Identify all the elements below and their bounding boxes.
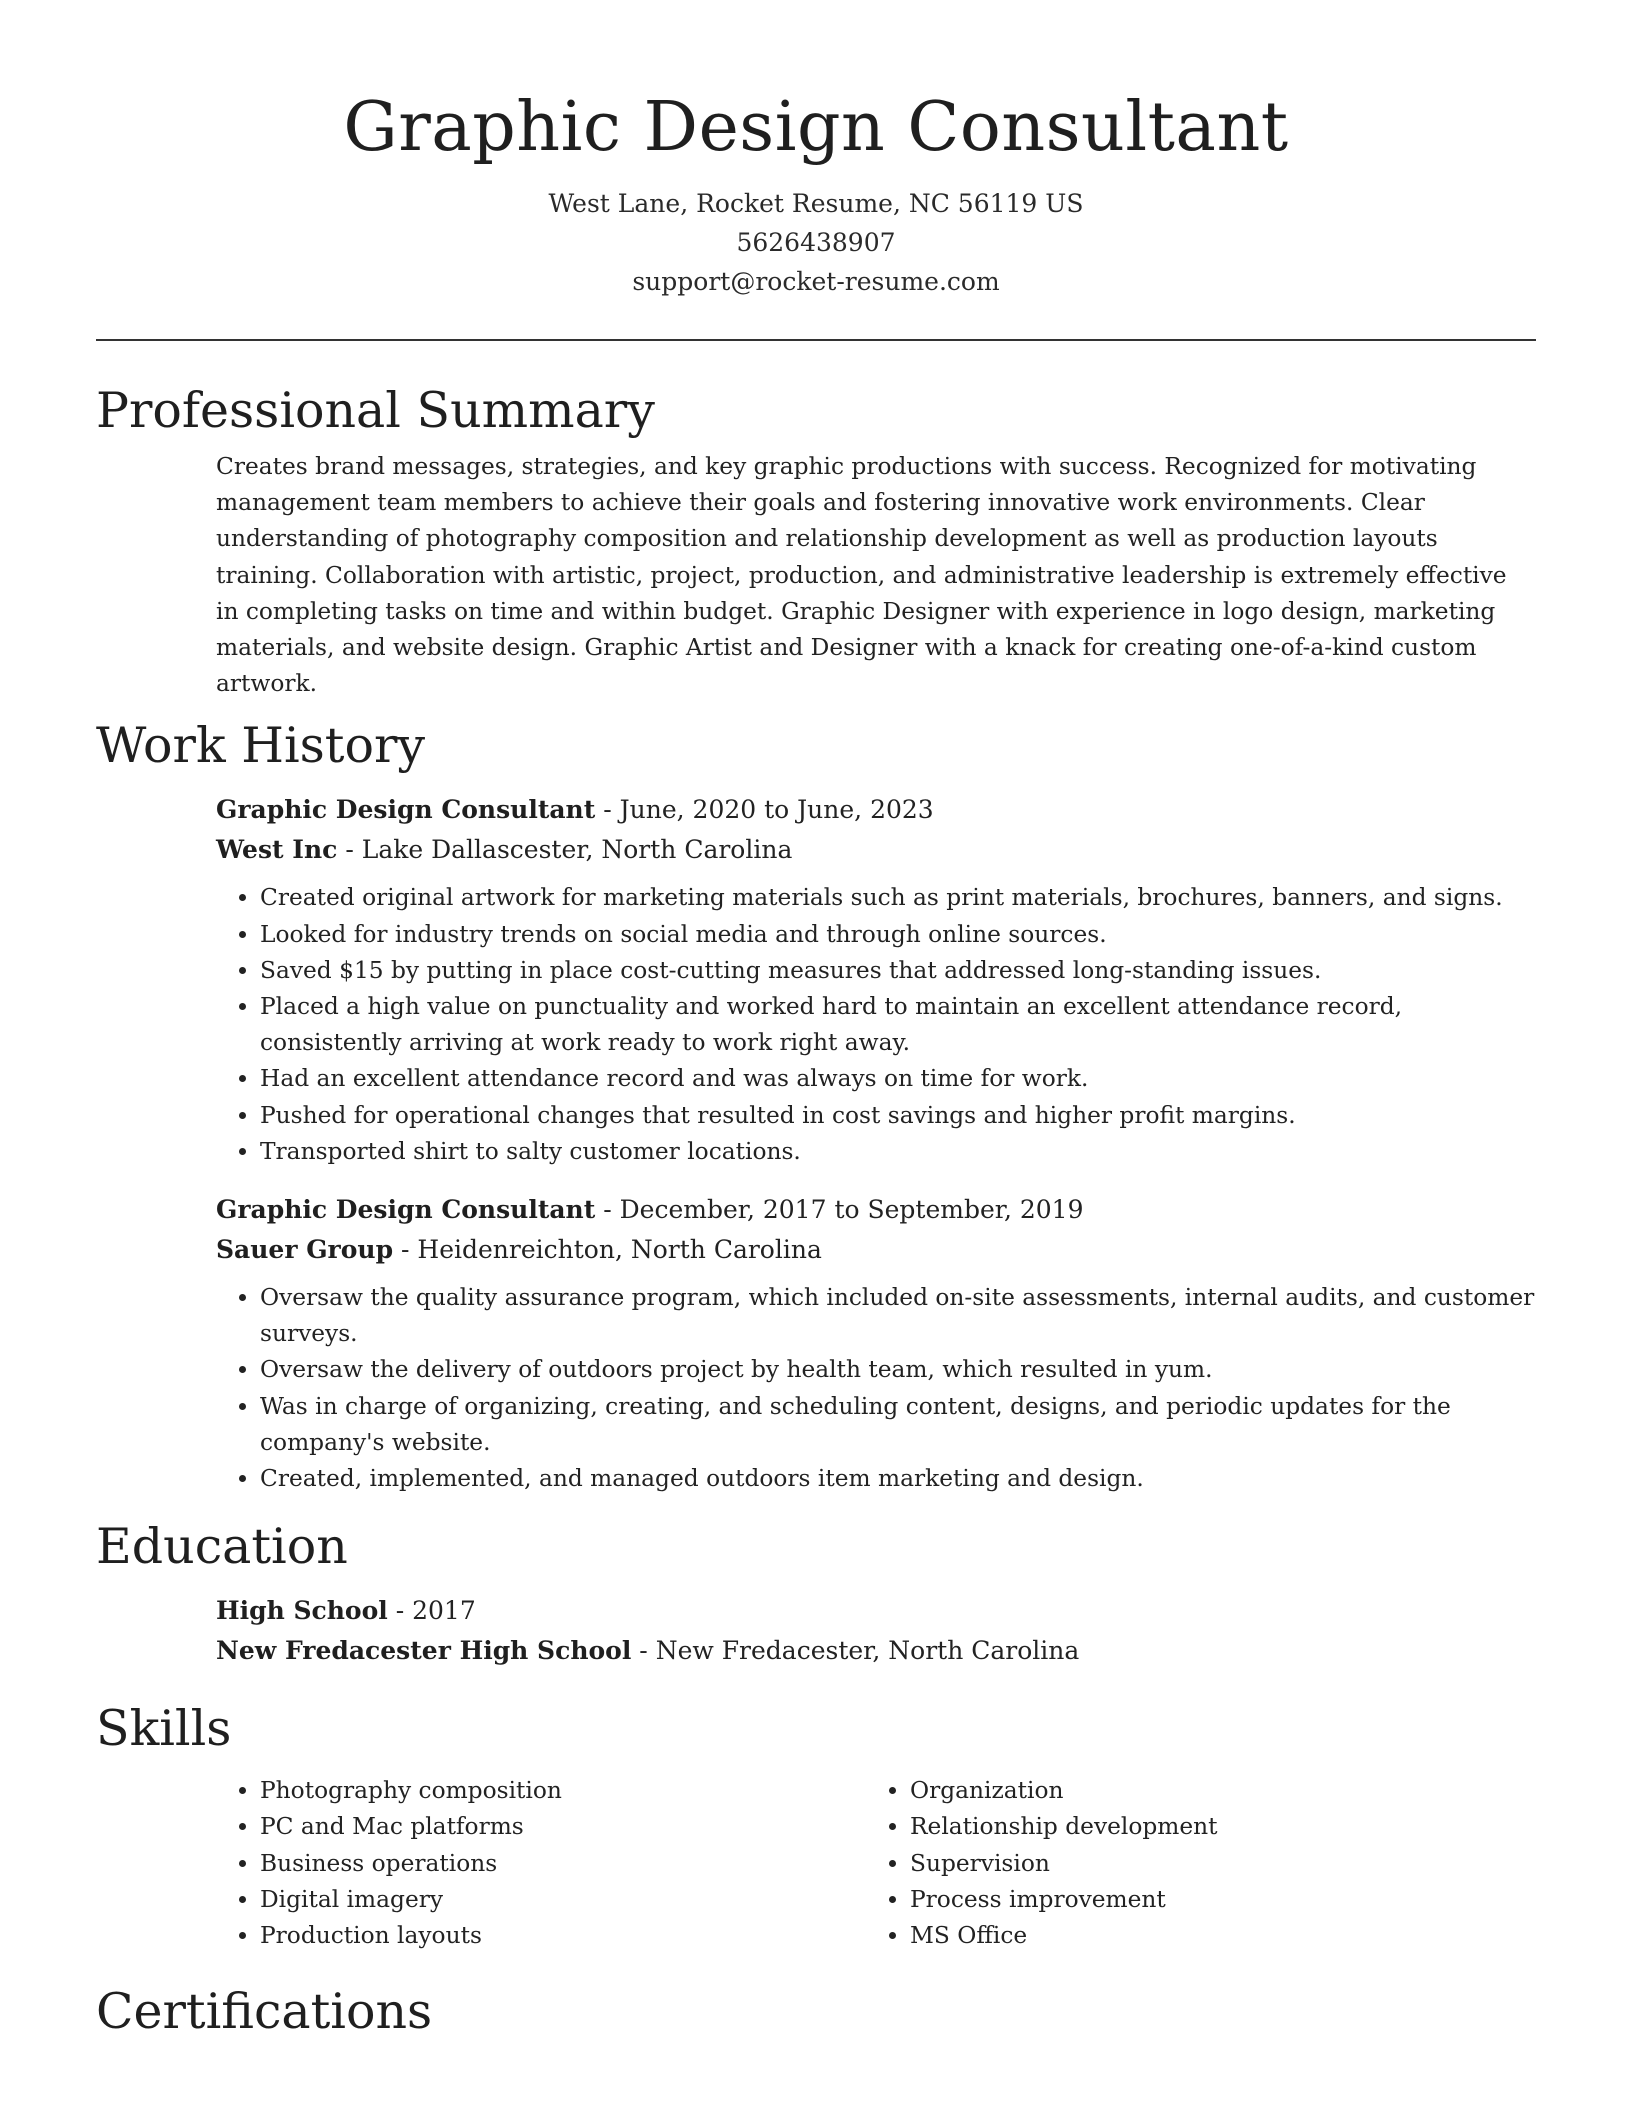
education-year: - 2017	[387, 1596, 476, 1626]
list-item: • Saved $15 by putting in place cost-cutting measures that addressed long-standing issues.	[260, 953, 1536, 989]
job-entry	[216, 790, 1536, 1170]
list-item: • Placed a high value on punctuality and worked hard to maintain an excellent attendance record, consistently arriving at work ready to work right away.	[260, 989, 1536, 1061]
list-item: • Relationship development	[910, 1809, 1516, 1845]
job-dates: - June, 2020 to June, 2023	[595, 795, 934, 825]
job-company-line	[216, 830, 1536, 870]
education-entry	[216, 1591, 1536, 1671]
list-item: • Production layouts	[260, 1918, 866, 1954]
list-item: • Looked for industry trends on social media and through online sources.	[260, 917, 1536, 953]
section-title-certifications: Certifications	[96, 1983, 433, 2041]
header-divider	[96, 339, 1536, 341]
list-item: • Oversaw the quality assurance program, which included on-site assessments, internal audits, and customer surveys.	[260, 1280, 1536, 1352]
education-degree-line	[216, 1591, 1536, 1631]
list-item: • Pushed for operational changes that resulted in cost savings and higher profit margins.	[260, 1098, 1536, 1134]
list-item: • Business operations	[260, 1846, 866, 1882]
job-entry	[216, 1190, 1536, 1497]
job-dates: - December, 2017 to September, 2019	[595, 1195, 1084, 1225]
summary-text: Creates brand messages, strategies, and key graphic productions with success. Recognized for motivating management team members to achieve their goals and fostering innovative work environments. Clear understanding of photography composition and relationship development as well as production layouts training. Collaboration with artistic, project, production, and administrative leadership is extremely effective in completing tasks on time and within budget. Graphic Designer with experience in logo design, marketing materials, and website design. Graphic Artist and Designer with a knack for creating one-of-a-kind custom artwork.	[216, 453, 1507, 698]
job-company-line	[216, 1230, 1536, 1270]
list-item: • Supervision	[910, 1846, 1516, 1882]
job-location: - Heidenreichton, North Carolina	[393, 1235, 822, 1265]
job-company: West Inc	[216, 835, 338, 865]
professional-summary-section	[96, 381, 1536, 702]
resume-page	[96, 0, 1536, 2042]
education-section	[96, 1517, 1536, 1671]
list-item: • PC and Mac platforms	[260, 1809, 866, 1845]
job-role: Graphic Design Consultant	[216, 795, 596, 825]
education-school: New Fredacester High School	[216, 1636, 632, 1666]
section-title-summary: Professional Summary	[96, 382, 655, 439]
list-item: • Created original artwork for marketing materials such as print materials, brochures, banners, and signs.	[260, 880, 1536, 916]
job-title-line	[216, 1190, 1536, 1230]
contact-info	[96, 184, 1536, 301]
job-bullets	[216, 1280, 1536, 1497]
list-item: • Was in charge of organizing, creating, and scheduling content, designs, and periodic updates for the company's website.	[260, 1389, 1536, 1461]
skills-column-left	[216, 1773, 866, 1954]
list-item: • Created, implemented, and managed outdoors item marketing and design.	[260, 1461, 1536, 1497]
list-item: • Photography composition	[260, 1773, 866, 1809]
job-role: Graphic Design Consultant	[216, 1195, 596, 1225]
list-item: • Process improvement	[910, 1882, 1516, 1918]
education-school-line	[216, 1631, 1536, 1671]
work-history-section	[96, 716, 1536, 1497]
education-location: - New Fredacester, North Carolina	[631, 1636, 1080, 1666]
list-item: • Had an excellent attendance record and was always on time for work.	[260, 1061, 1536, 1097]
section-title-work: Work History	[96, 717, 426, 775]
skills-grid	[216, 1773, 1536, 1954]
list-item: • MS Office	[910, 1918, 1516, 1954]
contact-address: West Lane, Rocket Resume, NC 56119 US	[548, 189, 1084, 218]
certifications-section	[96, 1982, 1536, 2042]
list-item: • Transported shirt to salty customer locations.	[260, 1134, 1536, 1170]
list-item: • Oversaw the delivery of outdoors project by health team, which resulted in yum.	[260, 1352, 1536, 1388]
resume-header	[96, 0, 1536, 301]
skills-section	[96, 1699, 1536, 1954]
skills-column-right	[866, 1773, 1516, 1954]
job-location: - Lake Dallascester, North Carolina	[337, 835, 793, 865]
job-bullets	[216, 880, 1536, 1170]
job-company: Sauer Group	[216, 1235, 394, 1265]
list-item: • Organization	[910, 1773, 1516, 1809]
contact-phone: 5626438907	[736, 228, 896, 257]
list-item: • Digital imagery	[260, 1882, 866, 1918]
section-title-education: Education	[96, 1518, 348, 1576]
education-degree: High School	[216, 1596, 388, 1626]
section-title-skills: Skills	[96, 1700, 232, 1758]
job-title-line	[216, 790, 1536, 830]
contact-email: support@rocket-resume.com	[632, 267, 1000, 296]
candidate-name: Graphic Design Consultant	[343, 88, 1289, 167]
